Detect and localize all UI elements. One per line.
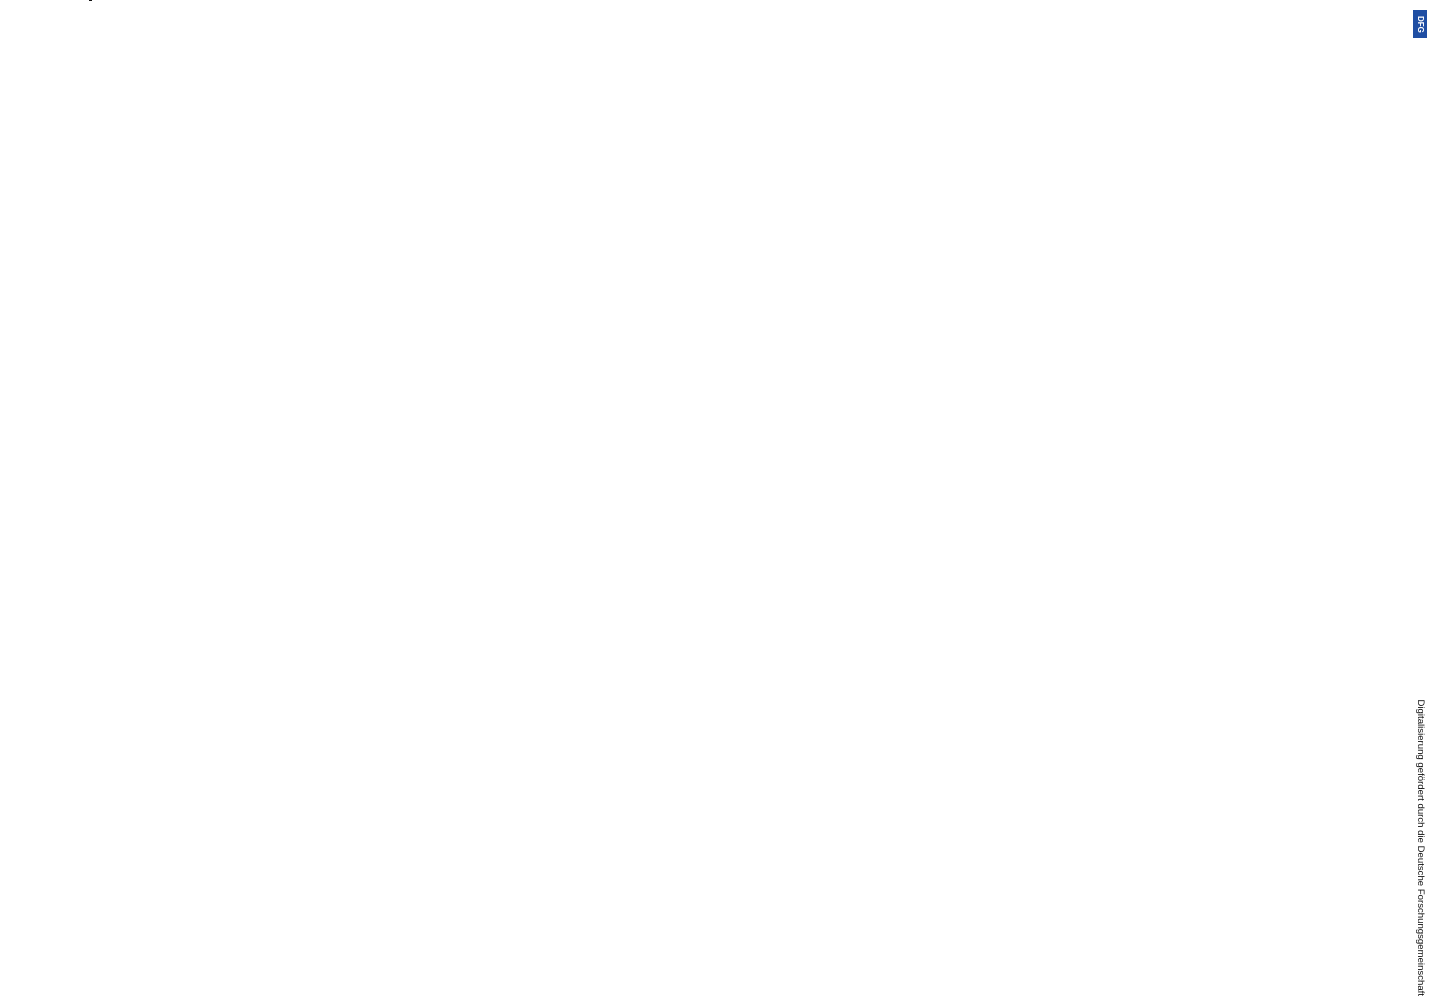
page-header (59, 0, 85, 1)
rotated-page-content (7, 0, 1432, 1)
header-rule (89, 0, 92, 1)
funding-credit (1413, 6, 1427, 996)
dfg-logo: DFG (1413, 10, 1427, 38)
funding-credit-text: Digitalisierung gefördert durch die Deutsche Forschungsgemeinschaft (1415, 699, 1426, 996)
